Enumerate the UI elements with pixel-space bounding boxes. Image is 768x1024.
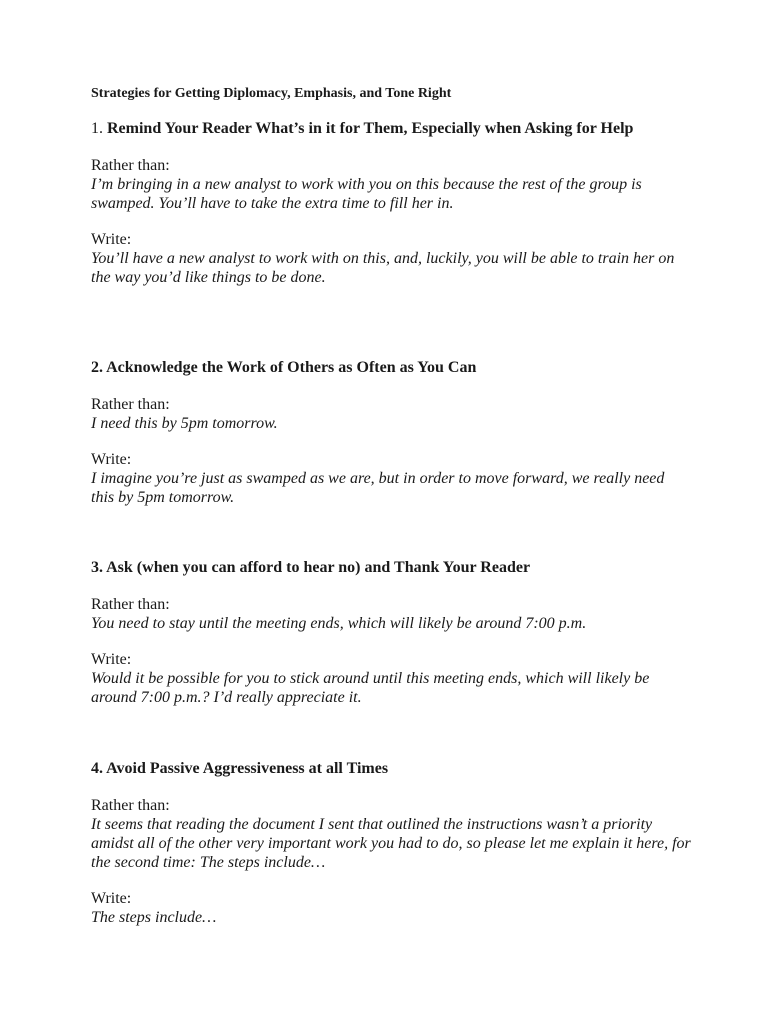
- section-number: 2.: [91, 359, 103, 376]
- section-number: 3.: [91, 559, 103, 576]
- document-title: Strategies for Getting Diplomacy, Emphasis, and Tone Right: [91, 86, 452, 101]
- section-number: 1.: [91, 120, 103, 137]
- write-label: Write:: [91, 231, 132, 248]
- rather-than-label: Rather than:: [91, 797, 170, 814]
- rather-than-label: Rather than:: [91, 396, 170, 413]
- section-heading: [91, 119, 691, 138]
- rather-than-label: Rather than:: [91, 157, 170, 174]
- write-example: Would it be possible for you to stick around until this meeting ends, which will likely be around 7:00 p.m.? I’d really appreciate it.: [91, 670, 650, 706]
- rather-than-example: I need this by 5pm tomorrow.: [91, 415, 278, 432]
- section-title: Remind Your Reader What’s in it for Them, Especially when Asking for Help: [107, 120, 634, 137]
- section-title: Avoid Passive Aggressiveness at all Times: [106, 760, 389, 777]
- section-heading: [91, 759, 691, 778]
- section-1: [91, 119, 691, 287]
- section-4: [91, 759, 691, 927]
- section-2: [91, 358, 691, 507]
- section-heading: [91, 358, 691, 377]
- write-example: I imagine you’re just as swamped as we are, but in order to move forward, we really need this by 5pm tomorrow.: [91, 470, 665, 506]
- write-label: Write:: [91, 890, 132, 907]
- rather-than-example: You need to stay until the meeting ends, which will likely be around 7:00 p.m.: [91, 615, 587, 632]
- write-label: Write:: [91, 651, 132, 668]
- section-number: 4.: [91, 760, 103, 777]
- section-title: Acknowledge the Work of Others as Often as You Can: [106, 359, 477, 376]
- section-heading: [91, 558, 691, 577]
- section-title: Ask (when you can afford to hear no) and Thank Your Reader: [106, 559, 531, 576]
- section-3: [91, 558, 691, 707]
- rather-than-example: It seems that reading the document I sent that outlined the instructions wasn’t a priority amidst all of the other very important work you had to do, so please let me explain it here, for the second time: The steps include…: [91, 816, 691, 871]
- rather-than-example: I’m bringing in a new analyst to work with you on this because the rest of the group is swamped. You’ll have to take the extra time to fill her in.: [91, 176, 642, 212]
- write-example: The steps include…: [91, 909, 217, 926]
- write-label: Write:: [91, 451, 132, 468]
- rather-than-label: Rather than:: [91, 596, 170, 613]
- write-example: You’ll have a new analyst to work with on this, and, luckily, you will be able to train her on the way you’d like things to be done.: [91, 250, 675, 286]
